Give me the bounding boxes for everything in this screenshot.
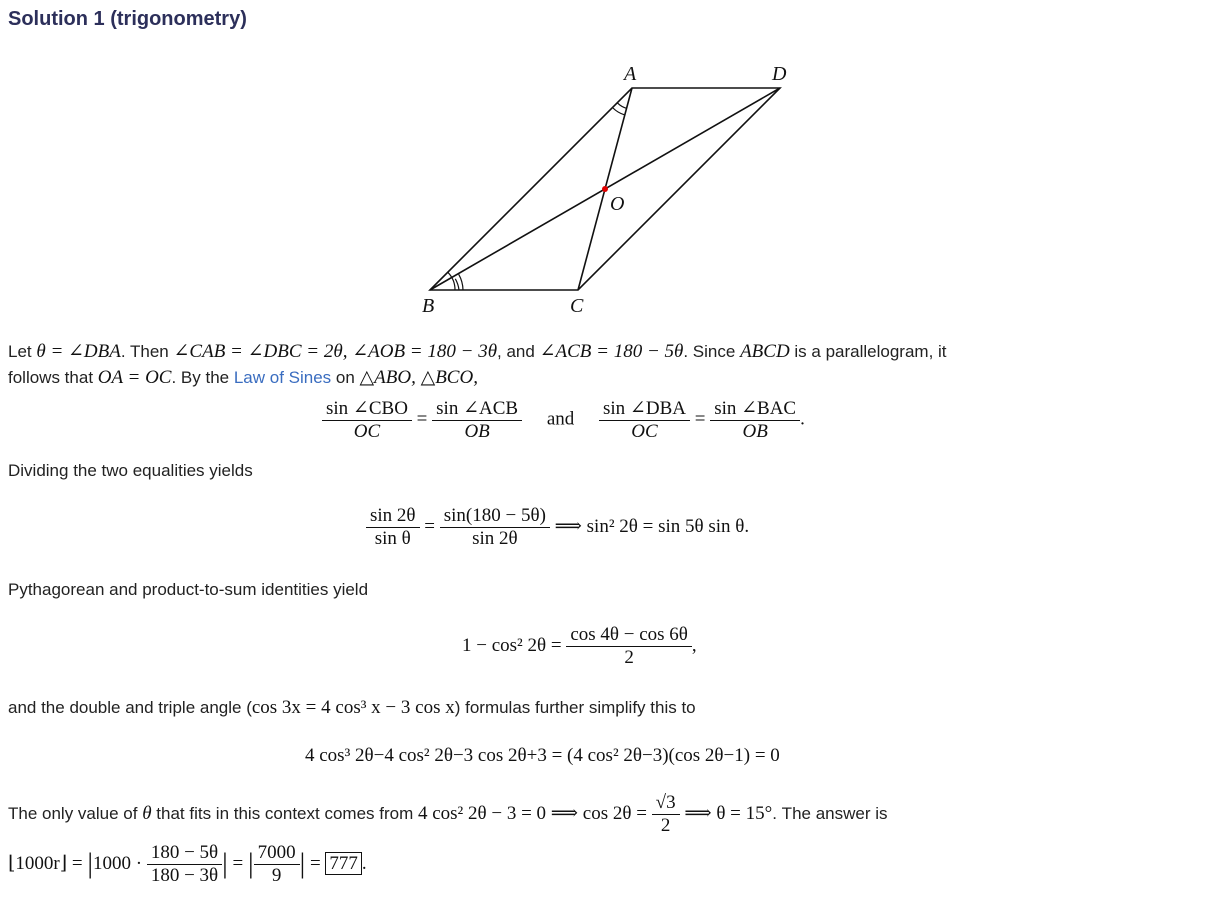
text-only-value: The only value of θ that fits in this context comes from 4 cos² 2θ − 3 = 0 ⟹ cos 2θ = $\frac{√3}{2}$ ⟹ θ = 15°. The answer is [8,792,888,836]
equation-division: $\frac{\sin 2\theta}{\text{sin θ}}$ = $\frac{\sin(180 - 5\theta)}{\sin 2\theta}$ ⟹ sin² 2θ = sin 5θ sin θ. [366,505,749,550]
label-b: B [422,295,435,317]
angle-mark-b-arc3 [459,274,463,290]
label-a: A [624,63,637,85]
center-point-o [602,186,608,192]
equation-final-answer: ⌊1000r⌋ = |1000 · $\frac{180 - 5\theta}{180 - 3\theta}$ | = | $\frac{7000}{9}$ | = 777 . [8,842,367,886]
parallelogram-figure [410,60,810,320]
text-pythagorean: Pythagorean and product-to-sum identities yield [8,580,369,599]
label-o: O [610,193,625,215]
equation-factored: 4 cos³ 2θ−4 cos² 2θ−3 cos 2θ+3 = (4 cos² 2θ−3)(cos 2θ−1) = 0 [305,745,780,766]
label-d: D [772,63,787,85]
angle-mark-a-outer [618,103,627,108]
equation-law-of-sines: $\frac{\text{sin ∠CBO}}{OC}$ = $\frac{\text{sin ∠ACB}}{OB}$ and $\frac{\text{sin ∠DBA}}{OC}$ = $\frac{\text{sin ∠BAC}}{OB}$ . [322,397,805,443]
text-double-triple: and the double and triple angle (cos 3x = 4 cos³ x − 3 cos x) formulas further simplify this to [8,697,696,718]
solution-heading: Solution 1 (trigonometry) [8,8,247,30]
angle-mark-a-inner [613,108,625,115]
angle-mark-b-arc2 [455,279,459,290]
angle-mark-b-arc1 [448,273,455,290]
text-dividing: Dividing the two equalities yields [8,461,253,480]
paragraph-intro-line2: follows that OA = OC. By the Law of Sines on △ABO, △BCO, [8,367,478,388]
label-c: C [570,295,584,317]
answer-box: 777 [325,852,362,875]
law-of-sines-link[interactable]: Law of Sines [233,368,332,387]
equation-identities: 1 − cos² 2θ = $\frac{\cos 4\theta - \cos 6\theta}{2}$ , [462,624,697,668]
paragraph-intro-line1: Let θ = ∠DBA. Then ∠CAB = ∠DBC = 2θ, ∠AOB = 180 − 3θ, and ∠ACB = 180 − 5θ. Since ABCD is a parallelogram, it [8,341,947,362]
